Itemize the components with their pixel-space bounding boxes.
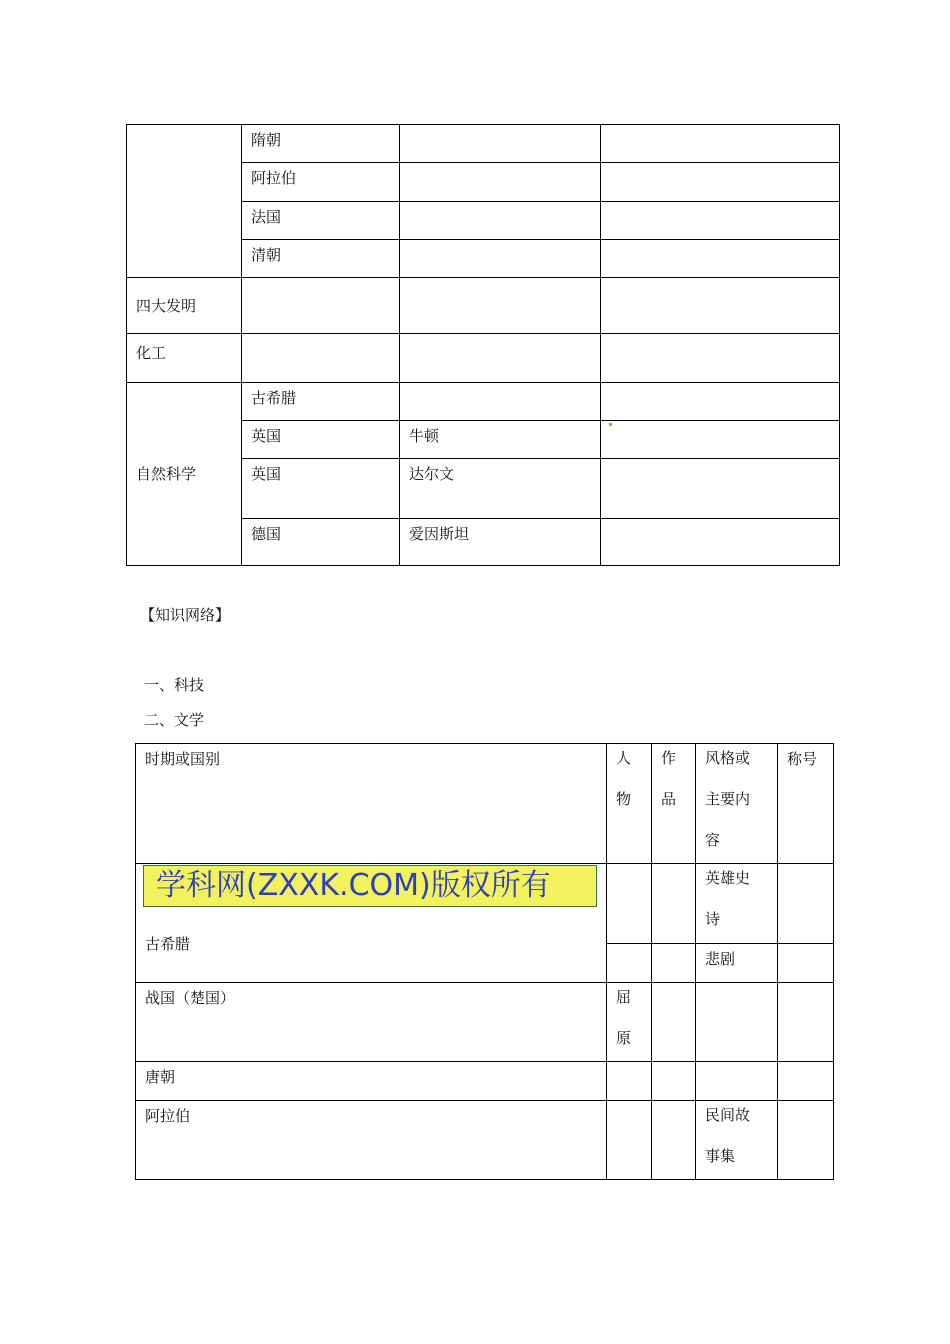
header-work: 作品: [652, 744, 696, 864]
table-cell: [696, 983, 778, 1062]
table-cell: [607, 1101, 652, 1180]
table-cell: 法国: [242, 202, 400, 240]
table-cell: [400, 163, 601, 202]
table-cell: 英雄史诗: [696, 864, 778, 944]
table-cell: 化工: [127, 334, 242, 383]
header-period: 时期或国别: [136, 744, 607, 864]
table-cell: 古希腊: [242, 383, 400, 421]
table-cell: [601, 334, 840, 383]
table-cell: 古希腊: [136, 864, 607, 983]
table-cell: [400, 202, 601, 240]
table-cell: [400, 125, 601, 163]
table-cell: [778, 983, 834, 1062]
table-cell: [601, 202, 840, 240]
table-cell: 达尔文: [400, 459, 601, 519]
table-cell: 四大发明: [127, 278, 242, 334]
table-cell: [652, 1062, 696, 1101]
table-cell: 屈原: [607, 983, 652, 1062]
table-cell: 悲剧: [696, 944, 778, 983]
table-cell: [778, 944, 834, 983]
table-cell: [601, 278, 840, 334]
table-cell: [607, 864, 652, 944]
table-cell: [601, 421, 840, 459]
table-cell: 牛顿: [400, 421, 601, 459]
table-cell: 清朝: [242, 240, 400, 278]
table-cell: [242, 334, 400, 383]
table-cell: [778, 1062, 834, 1101]
table-cell: [242, 278, 400, 334]
table-cell: 唐朝: [136, 1062, 607, 1101]
watermark-banner: 学科网(ZXXK.COM)版权所有: [143, 865, 597, 907]
table-cell: [400, 334, 601, 383]
table-cell: [601, 125, 840, 163]
table-science-tech: [126, 124, 840, 566]
table-literature: [135, 743, 834, 1180]
table-cell: 隋朝: [242, 125, 400, 163]
table-cell: [778, 1101, 834, 1180]
table-cell: [601, 383, 840, 421]
section-title: 【知识网络】: [140, 606, 231, 624]
table-cell: 德国: [242, 519, 400, 566]
table-cell: [601, 240, 840, 278]
header-style: 风格或主要内容: [696, 744, 778, 864]
table-cell: [400, 383, 601, 421]
table-cell: [652, 944, 696, 983]
table-cell: [400, 240, 601, 278]
table-cell: [652, 1101, 696, 1180]
table-cell: [400, 278, 601, 334]
table-cell: 英国: [242, 421, 400, 459]
table-cell: [601, 519, 840, 566]
table-cell: 爱因斯坦: [400, 519, 601, 566]
heading-lit: 二、文学: [144, 711, 205, 729]
table-cell: 英国: [242, 459, 400, 519]
table-cell: 自然科学: [127, 383, 242, 566]
table-cell: [778, 864, 834, 944]
table-cell: 战国（楚国）: [136, 983, 607, 1062]
table-cell: [601, 163, 840, 202]
stray-dot: [609, 423, 612, 426]
table-cell: [601, 459, 840, 519]
header-title: 称号: [778, 744, 834, 864]
table-cell: [127, 125, 242, 278]
table-cell: 阿拉伯: [242, 163, 400, 202]
header-person: 人物: [607, 744, 652, 864]
table-cell: [652, 864, 696, 944]
table-cell: 阿拉伯: [136, 1101, 607, 1180]
heading-tech: 一、科技: [144, 676, 205, 694]
table-cell: 民间故事集: [696, 1101, 778, 1180]
table-cell: [607, 1062, 652, 1101]
table-cell: [652, 983, 696, 1062]
